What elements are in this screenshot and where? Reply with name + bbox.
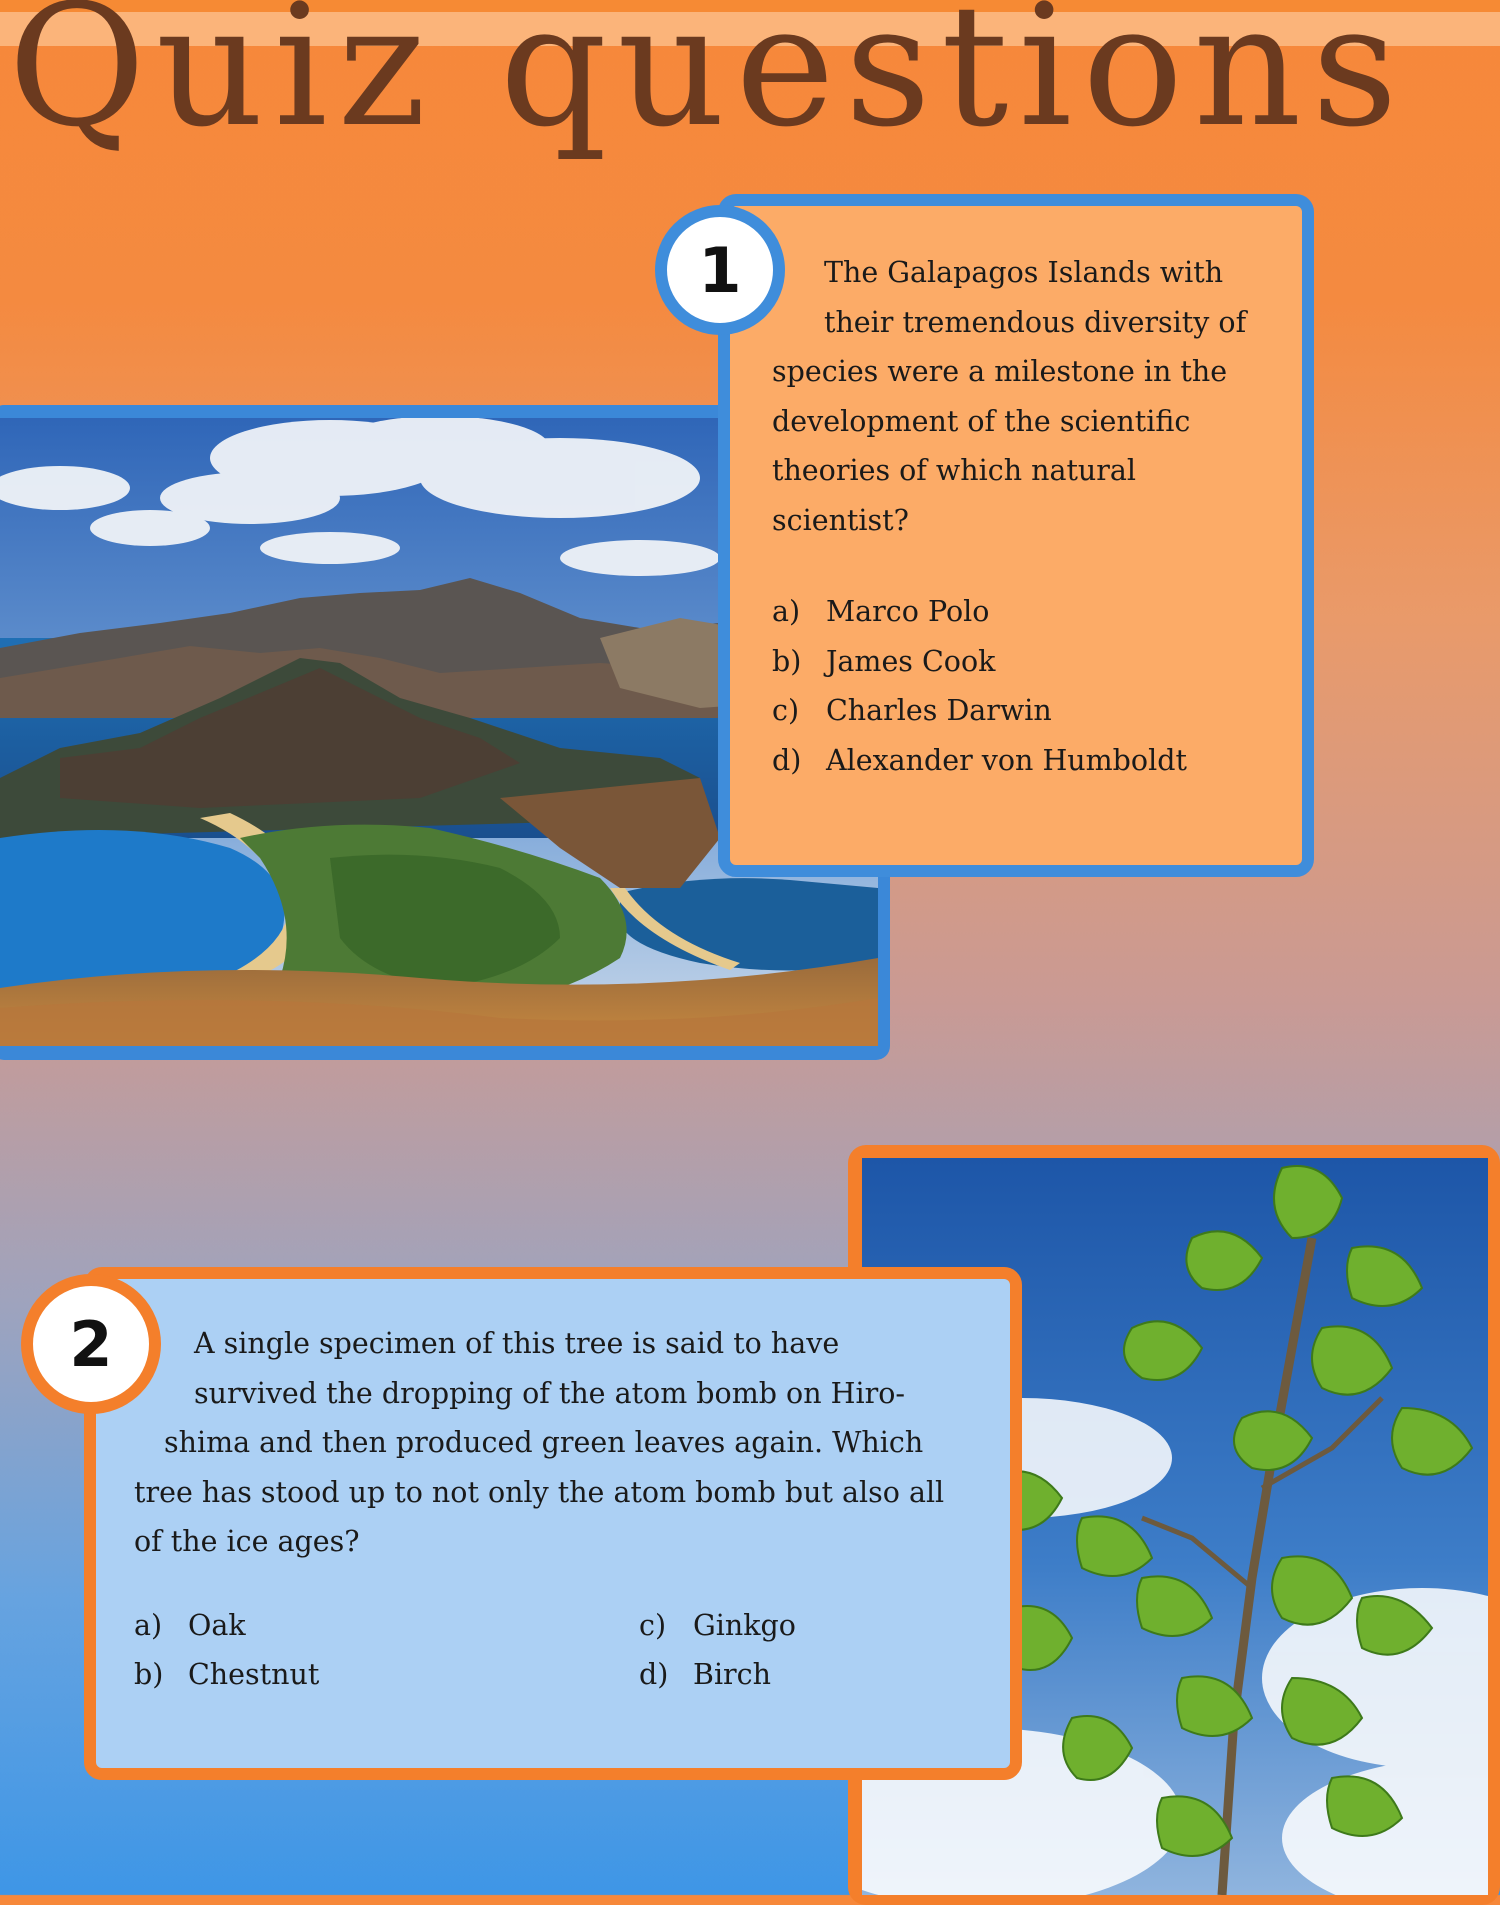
option-letter: d): [772, 743, 802, 777]
answer-options: [134, 1601, 970, 1700]
answer-option-d[interactable]: [639, 1650, 939, 1700]
answer-option-a[interactable]: [772, 587, 1266, 637]
option-text: James Cook: [826, 644, 996, 678]
answer-options: [772, 587, 1266, 785]
answer-option-c[interactable]: [772, 686, 1266, 736]
question-number-badge-1: 1: [655, 205, 785, 335]
question-card-2: [84, 1267, 1022, 1780]
answer-option-b[interactable]: [772, 637, 1266, 687]
answer-option-a[interactable]: [134, 1601, 639, 1651]
option-letter: d): [639, 1658, 669, 1691]
option-text: Oak: [188, 1608, 246, 1642]
option-text: Marco Polo: [826, 595, 990, 628]
badge-spacer: [772, 304, 798, 344]
answer-option-c[interactable]: [639, 1601, 939, 1651]
option-letter: a): [772, 595, 801, 628]
question-text: The Galapagos Islands with their tremendous diversity of species were a milestone in the development of the scientific theories of which natural scientist?: [772, 256, 1247, 537]
option-text: Charles Darwin: [826, 694, 1052, 727]
option-text: Alexander von Humboldt: [826, 743, 1187, 777]
option-letter: c): [639, 1608, 667, 1642]
option-letter: a): [134, 1608, 163, 1642]
page-title: Quiz questions: [8, 0, 1408, 164]
question-number-badge-2: 2: [21, 1274, 161, 1414]
answer-option-d[interactable]: [772, 736, 1266, 786]
option-letter: b): [134, 1658, 164, 1691]
question-text: A single specimen of this tree is said to have survived the dropping of the atom bomb on Hiro-shima and then produced green leaves again. Which tree has stood up to not only the atom bomb but also all of the ice ages?: [134, 1327, 945, 1558]
question-card-1: [718, 194, 1314, 877]
option-letter: b): [772, 644, 802, 678]
answer-option-b[interactable]: [134, 1650, 639, 1700]
option-text: Birch: [693, 1658, 771, 1691]
option-text: Chestnut: [188, 1658, 320, 1691]
option-text: Ginkgo: [693, 1608, 796, 1642]
option-letter: c): [772, 694, 800, 727]
